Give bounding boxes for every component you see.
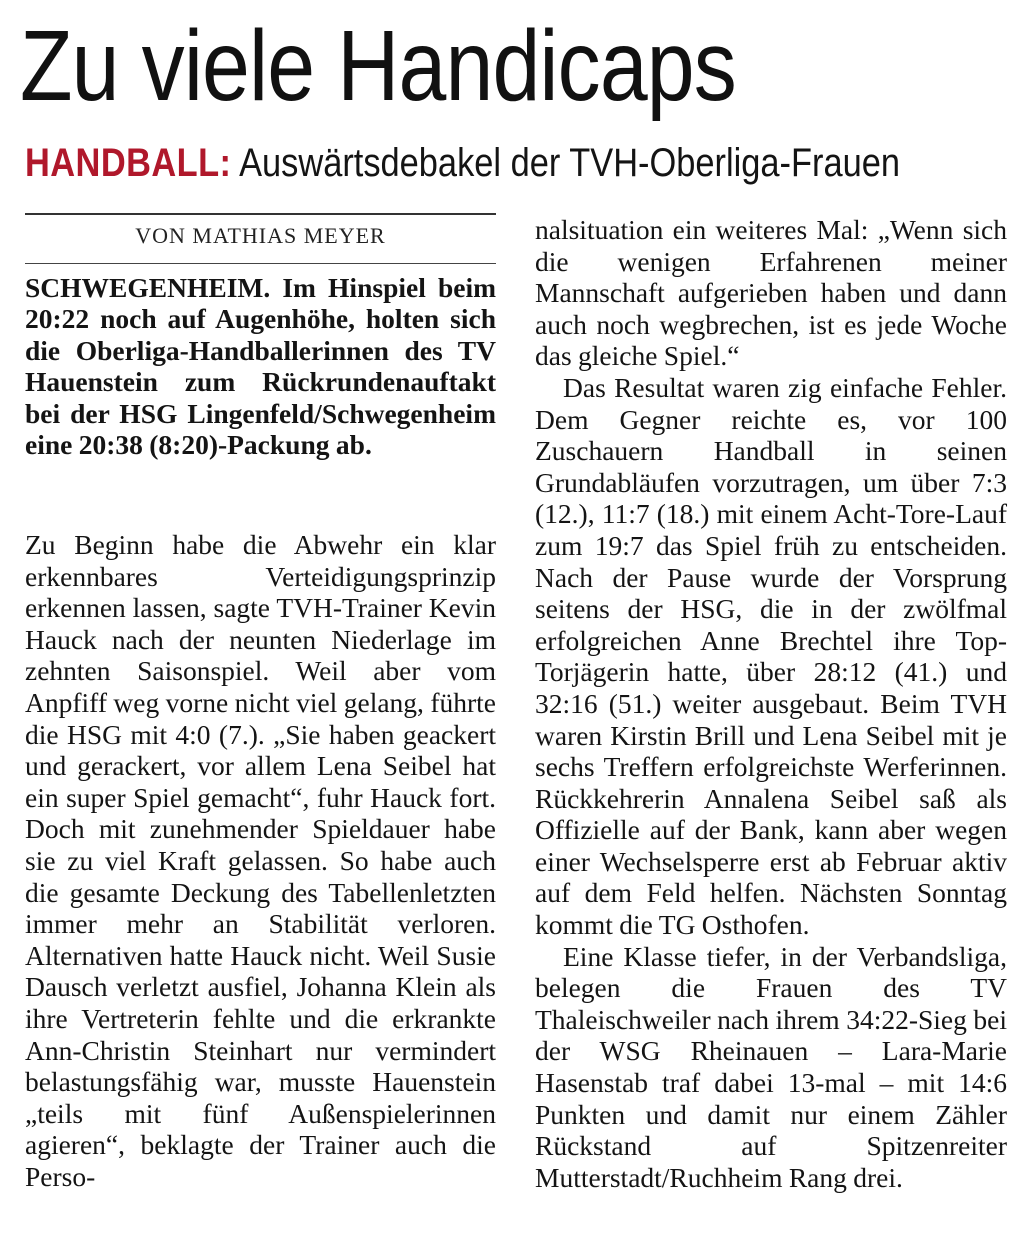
lead-paragraph	[25, 272, 496, 460]
left-column	[25, 529, 496, 1192]
subheadline-text: Auswärtsdebakel der TVH-Oberliga-Frauen	[239, 141, 900, 185]
byline-rule-bottom	[25, 263, 496, 264]
section-kicker: HANDBALL:	[25, 141, 232, 185]
subheadline	[25, 140, 900, 186]
byline: VON MATHIAS MEYER	[135, 223, 386, 248]
lead-text: SCHWEGENHEIM. Im Hinspiel beim 20:22 noch auf Augenhöhe, holten sich die Oberliga-Handballerinnen des TV Hauenstein zum Rückrundenauftakt bei der HSG Lingenfeld/Schwegenheim eine 20:38 (8:20)-Packung ab.	[25, 272, 496, 461]
right-column	[535, 214, 1007, 1193]
byline-rule-top	[25, 213, 496, 215]
body-paragraph: nalsituation ein weiteres Mal: „Wenn sich die wenigen Erfahrenen meiner Mannschaft aufgerieben haben und dann auch noch wegbrechen, ist es jede Woche das gleiche Spiel.“	[535, 214, 1007, 372]
body-paragraph: Das Resultat waren zig einfache Fehler. Dem Gegner reichte es, vor 100 Zuschauern Handball in seinen Grundabläufen vorzutragen, um über 7:3 (12.), 11:7 (18.) mit einem Acht-Tore-Lauf zum 19:7 das Spiel früh zu entscheiden. Nach der Pause wurde der Vorsprung seitens der HSG, die in der zwölfmal erfolgreichen Anne Brechtel ihre Top-Torjägerin hatte, über 28:12 (41.) und 32:16 (51.) weiter ausgebaut. Beim TVH waren Kirstin Brill und Lena Seibel mit je sechs Treffern erfolgreichste Werferinnen. Rückkehrerin Annalena Seibel saß als Offizielle auf der Bank, kann aber wegen einer Wechselsperre erst ab Februar aktiv auf dem Feld helfen. Nächsten Sonntag kommt die TG Osthofen.	[535, 371, 1007, 941]
headline: Zu viele Handicaps	[20, 10, 736, 122]
body-paragraph: Eine Klasse tiefer, in der Verbandsliga, belegen die Frauen des TV Thaleischweiler nach ihrem 34:22-Sieg bei der WSG Rheinauen – Lara-Marie Hasenstab traf dabei 13-mal – mit 14:6 Punkten und damit nur einem Zähler Rückstand auf Spitzenreiter Mutterstadt/Ruchheim Rang drei.	[535, 940, 1007, 1193]
body-paragraph: Zu Beginn habe die Abwehr ein klar erkennbares Verteidigungsprinzip erkennen lassen, sagte TVH-Trainer Kevin Hauck nach der neunten Niederlage im zehnten Saisonspiel. Weil aber vom Anpfiff weg vorne nicht viel gelang, führte die HSG mit 4:0 (7.). „Sie haben geackert und gerackert, vor allem Lena Seibel hat ein super Spiel gemacht“, fuhr Hauck fort. Doch mit zunehmender Spieldauer habe sie zu viel Kraft gelassen. So habe auch die gesamte Deckung des Tabellenletzten immer mehr an Stabilität verloren. Alternativen hatte Hauck nicht. Weil Susie Dausch verletzt ausfiel, Johanna Klein als ihre Vertreterin fehlte und die erkrankte Ann-Christin Steinhart nur vermindert belastungsfähig war, musste Hauenstein „teils mit fünf Außenspielerinnen agieren“, beklagte der Trainer auch die Perso-	[25, 529, 496, 1192]
